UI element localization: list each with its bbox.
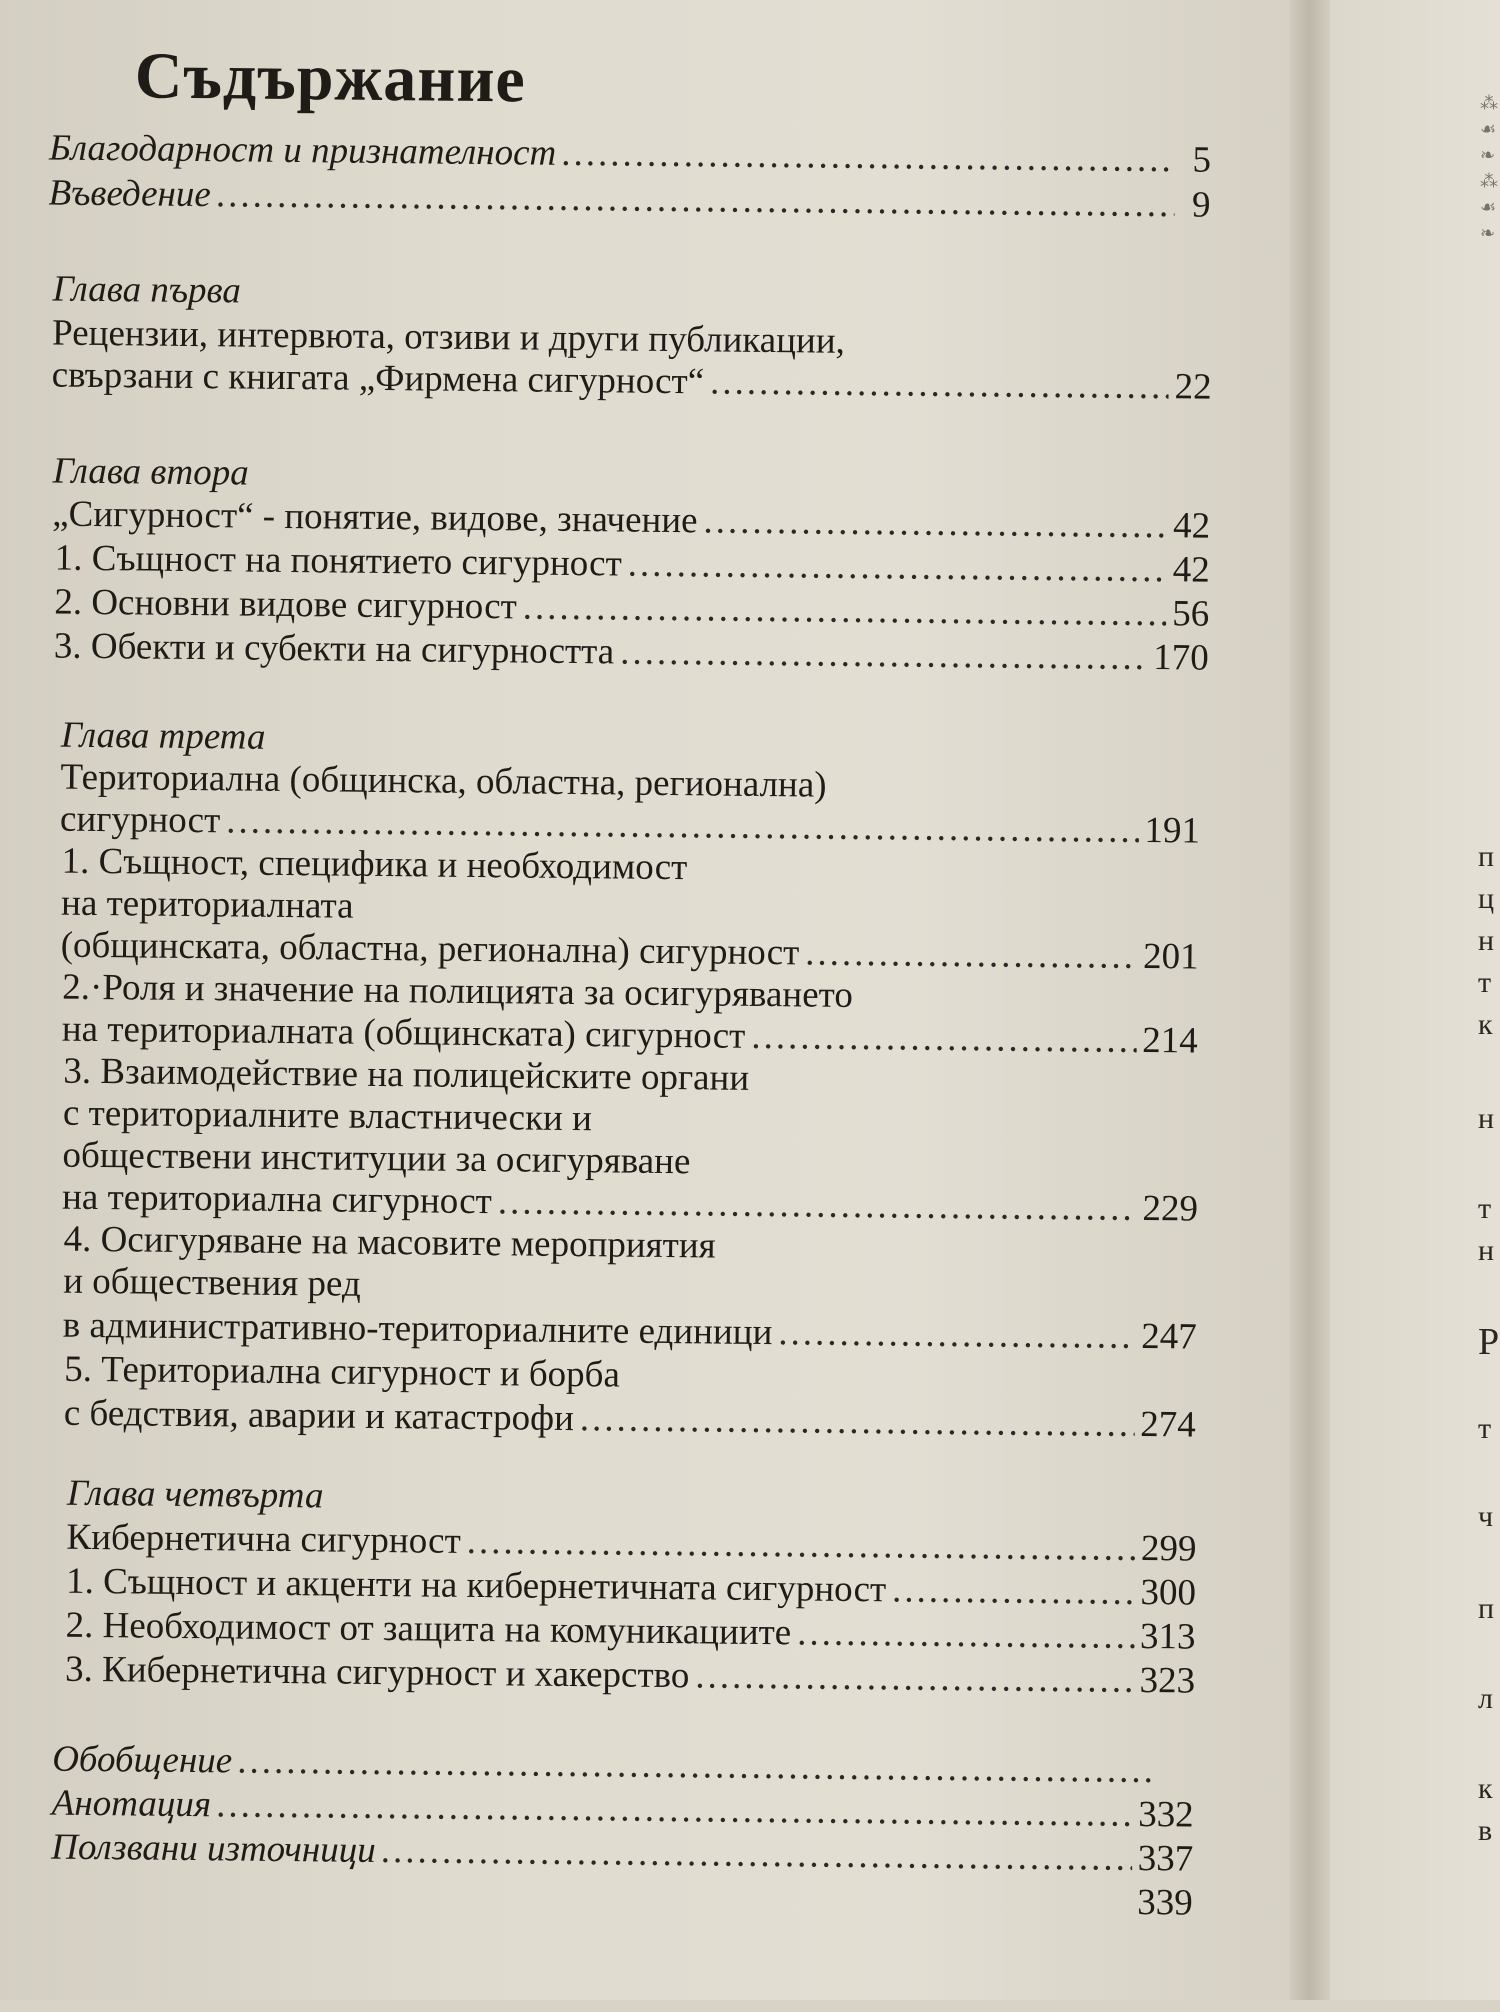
toc-entry-line: 3. Взаимодействие на полицейските органи xyxy=(63,1050,749,1101)
chapter-heading: Глава четвърта xyxy=(67,1472,324,1519)
toc-entry-title: 1. Същност на понятието сигурност xyxy=(55,537,622,587)
toc-entry-title: в административно-териториалните единици xyxy=(63,1304,773,1355)
toc-page-number: 5 xyxy=(1181,138,1211,182)
leader-dots xyxy=(695,1654,1134,1703)
toc-page-number: 313 xyxy=(1140,1615,1196,1660)
edge-letter: к xyxy=(1478,1008,1493,1042)
toc-page-number: 42 xyxy=(1173,504,1210,548)
leader-dots xyxy=(620,630,1148,680)
edge-letter: н xyxy=(1478,1102,1494,1136)
toc-entry-title: с бедствия, аварии и катастрофи xyxy=(64,1392,575,1441)
toc-entry-line: Рецензии, интервюта, отзиви и други публикации, xyxy=(52,312,845,364)
toc-entry-title: свързани с книгата „Фирмена сигурност“ xyxy=(51,354,704,405)
leader-dots xyxy=(805,931,1137,978)
toc-entry-title: (общинската, областна, регионална) сигурност xyxy=(60,924,799,976)
page-title: Съдържание xyxy=(134,38,526,118)
edge-letter: н xyxy=(1478,1234,1494,1268)
edge-letter: т xyxy=(1478,1412,1491,1446)
edge-letter: ч xyxy=(1478,1500,1493,1534)
toc-page-number: 56 xyxy=(1172,592,1209,636)
toc-entry-line: на териториалната xyxy=(61,882,354,929)
toc-entry-line: 4. Осигуряване на масовите мероприятия xyxy=(63,1218,715,1269)
leader-dots xyxy=(580,1397,1135,1447)
chapter-heading: Глава трета xyxy=(61,714,266,760)
toc-page-number: 247 xyxy=(1141,1315,1197,1360)
leader-dots xyxy=(778,1311,1135,1359)
toc-entry-title: 3. Кибернетична сигурност и хакерство xyxy=(65,1648,690,1699)
leader-dots xyxy=(562,132,1175,182)
toc-entry-title: 3. Обекти и субекти на сигурността xyxy=(54,625,615,675)
book-gutter xyxy=(1290,0,1330,2000)
toc-page-number: 42 xyxy=(1172,548,1209,592)
leader-dots xyxy=(703,499,1167,548)
leader-dots xyxy=(381,1829,1131,1881)
chapter-heading: Глава първа xyxy=(52,268,241,314)
leader-dots xyxy=(467,1520,1136,1571)
toc-page-number: 9 xyxy=(1180,183,1210,227)
toc-entry-title: „Сигурност“ - понятие, видове, значение xyxy=(52,493,698,544)
leader-dots xyxy=(797,1611,1134,1659)
edge-letter: п xyxy=(1478,840,1494,874)
toc-entry xyxy=(51,354,1211,410)
toc-entry-line: и обществения ред xyxy=(63,1260,361,1307)
toc-entry-title: 2. Необходимост от защита на комуникациите xyxy=(65,1604,791,1656)
leader-dots xyxy=(523,585,1167,636)
toc-page-number: 337 xyxy=(1137,1837,1193,1882)
toc-page-number: 339 xyxy=(1137,1881,1193,1926)
toc-entry-title: Благодарност и признателност xyxy=(49,126,557,175)
toc-entry xyxy=(64,1392,1196,1448)
toc-page-number: 332 xyxy=(1138,1793,1194,1838)
leader-dots xyxy=(217,173,1175,227)
toc-page-number: 191 xyxy=(1144,809,1200,854)
edge-letter: Р xyxy=(1478,1320,1499,1364)
edge-letter: в xyxy=(1478,1814,1492,1848)
toc-page-number: 201 xyxy=(1143,935,1199,980)
edge-letter: т xyxy=(1478,966,1491,1000)
toc-entry-title: Обобщение xyxy=(52,1738,232,1784)
toc-page-number: 274 xyxy=(1140,1403,1196,1448)
toc-entry-title: на териториалната (общинската) сигурност xyxy=(62,1008,746,1059)
toc-entry-title: сигурност xyxy=(60,798,221,844)
toc-page-number: 214 xyxy=(1142,1019,1198,1064)
chapter-heading: Глава втора xyxy=(52,450,248,496)
toc-entry-title: Кибернетична сигурност xyxy=(66,1516,461,1564)
leader-dots xyxy=(751,1015,1136,1063)
toc-entry-title: на териториална сигурност xyxy=(62,1176,492,1224)
leader-dots xyxy=(710,360,1169,409)
toc-page-number: 300 xyxy=(1140,1571,1196,1616)
leader-dots xyxy=(892,1568,1135,1615)
ornament-decoration: ⁂ ☙ ❧ ⁂ ☙ ❧ xyxy=(1480,90,1500,290)
edge-letter: л xyxy=(1478,1682,1493,1716)
toc-entry-line: обществени институции за осигуряване xyxy=(62,1134,690,1185)
edge-letter: н xyxy=(1478,924,1494,958)
toc-entry-title: Въведение xyxy=(48,171,211,217)
edge-letter: п xyxy=(1478,1592,1494,1626)
edge-letter: ц xyxy=(1478,882,1494,916)
edge-letter: к xyxy=(1478,1772,1493,1806)
toc-entry-title: Ползвани източници xyxy=(51,1826,376,1873)
toc-page-number: 170 xyxy=(1153,636,1209,681)
edge-letter: т xyxy=(1478,1192,1491,1226)
toc-page-number: 22 xyxy=(1174,365,1211,409)
toc-entry-line: Териториална (общинска, областна, регионална) xyxy=(60,756,827,808)
toc-entry-line: с териториалните властнически и xyxy=(63,1092,592,1142)
toc-page-number: 299 xyxy=(1141,1527,1197,1572)
toc-entry-title: Анотация xyxy=(52,1782,212,1828)
toc-entry-title: 2. Основни видове сигурност xyxy=(54,581,517,630)
toc-entry-line: 5. Териториална сигурност и борба xyxy=(64,1348,620,1398)
right-page xyxy=(1330,0,1500,2000)
toc-entry-line: 2.·Роля и значение на полицията за осигуряването xyxy=(62,966,853,1018)
toc-page-number: 323 xyxy=(1139,1659,1195,1704)
leader-dots xyxy=(628,543,1167,593)
toc-entry-title: 1. Същност и акценти на кибернетичната сигурност xyxy=(66,1560,887,1613)
toc-page-number: 229 xyxy=(1142,1187,1198,1232)
toc-entry-line: 1. Същност, специфика и необходимост xyxy=(61,840,687,891)
